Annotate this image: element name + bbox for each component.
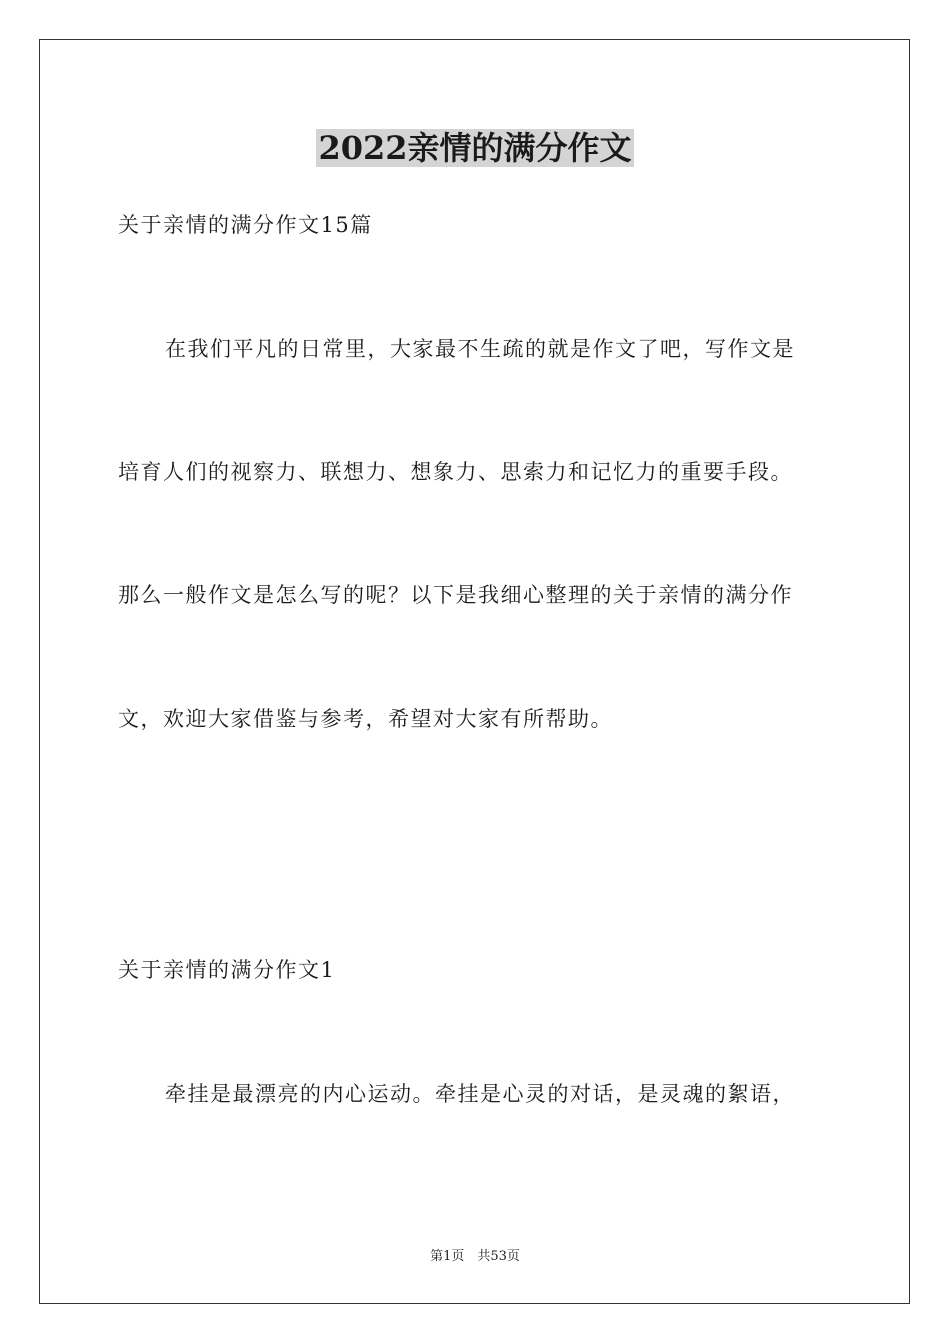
section-heading: 关于亲情的满分作文1: [118, 958, 336, 982]
document-subtitle: 关于亲情的满分作文15篇: [118, 213, 373, 237]
paragraph-line: 文，欢迎大家借鉴与参考，希望对大家有所帮助。: [118, 707, 613, 731]
document-title-text: 2022亲情的满分作文: [318, 129, 632, 167]
paragraph-line: 那么一般作文是怎么写的呢？以下是我细心整理的关于亲情的满分作: [118, 583, 793, 607]
document-title: [0, 126, 950, 170]
paragraph-line: 在我们平凡的日常里，大家最不生疏的就是作文了吧，写作文是: [165, 337, 795, 361]
page-footer: 第1页 共53页: [430, 1249, 520, 1264]
paragraph-line: 培育人们的视察力、联想力、想象力、思索力和记忆力的重要手段。: [118, 460, 793, 484]
paragraph-line: 牵挂是最漂亮的内心运动。牵挂是心灵的对话，是灵魂的絮语，: [165, 1082, 795, 1106]
